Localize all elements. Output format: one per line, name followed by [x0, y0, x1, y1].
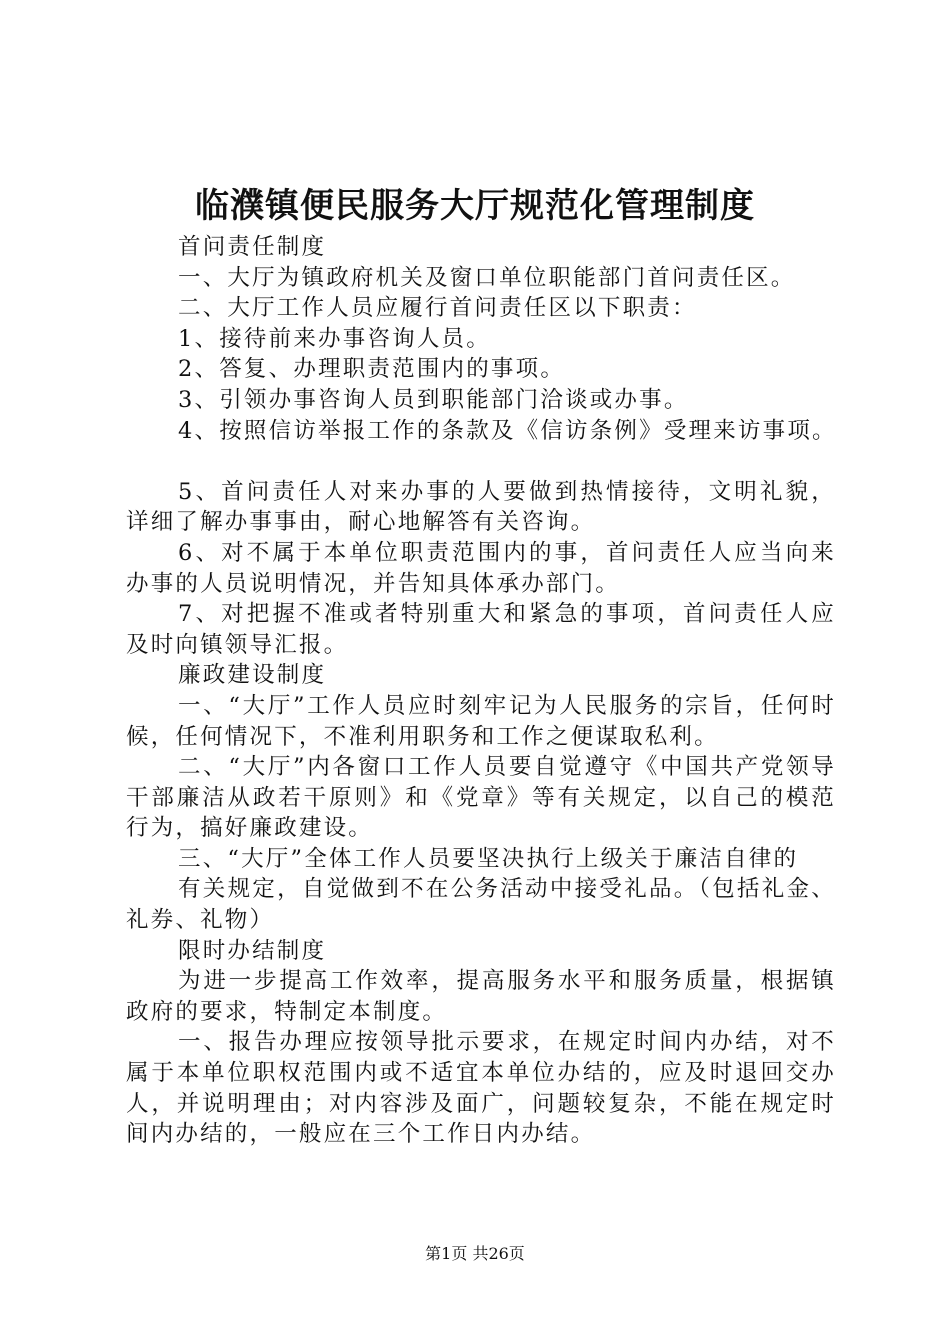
list-item: 1、接待前来办事咨询人员。: [178, 325, 491, 352]
page-footer: 第1页 共26页: [425, 1244, 525, 1263]
section-heading: 限时办结制度: [178, 937, 327, 964]
paragraph: 7、对把握不准或者特别重大和紧急的事项，首问责任人应及时向镇领导汇报。: [126, 601, 836, 658]
paragraph: 二、大厅工作人员应履行首问责任区以下职责：: [178, 295, 697, 322]
document-body: [126, 232, 836, 1150]
paragraph: 一、报告办理应按领导批示要求，在规定时间内办结，对不属于本单位职权范围内或不适宜本单位办结的，应及时退回交办人，并说明理由；对内容涉及面广，问题较复杂，不能在规定时间内办结的，一般应在三个工作日内办结。: [126, 1029, 836, 1148]
paragraph: 一、大厅为镇政府机关及窗口单位职能部门首问责任区。: [178, 264, 796, 291]
paragraph: 有关规定，自觉做到不在公务活动中接受礼品。（包括礼金、礼券、礼物）: [126, 876, 836, 934]
list-item: 2、答复、办理职责范围内的事项。: [178, 356, 566, 383]
paragraph: 二、“大厅”内各窗口工作人员要自觉遵守《中国共产党领导干部廉洁从政若干原则》和《党章》等有关规定，以自己的模范行为，搞好廉政建设。: [126, 754, 836, 842]
list-item: 4、按照信访举报工作的条款及《信访条例》受理来访事项。: [178, 417, 837, 444]
blank-line: [126, 446, 836, 477]
section-heading: 廉政建设制度: [178, 662, 327, 689]
paragraph: 一、“大厅”工作人员应时刻牢记为人民服务的宗旨，任何时候，任何情况下，不准利用职务和工作之便谋取私利。: [126, 692, 836, 750]
paragraph: 6、对不属于本单位职责范围内的事，首问责任人应当向来办事的人员说明情况，并告知具体承办部门。: [126, 539, 836, 597]
list-item: 3、引领办事咨询人员到职能部门洽谈或办事。: [178, 386, 689, 413]
document-title: 临濮镇便民服务大厅规范化管理制度: [195, 186, 755, 226]
section-heading: 首问责任制度: [178, 234, 327, 260]
paragraph: 为进一步提高工作效率，提高服务水平和服务质量，根据镇政府的要求，特制定本制度。: [126, 968, 836, 1025]
paragraph: 三、“大厅”全体工作人员要坚决执行上级关于廉洁自律的: [178, 845, 799, 872]
paragraph: 5、首问责任人对来办事的人要做到热情接待，文明礼貌，详细了解办事事由，耐心地解答有关咨询。: [126, 478, 836, 536]
